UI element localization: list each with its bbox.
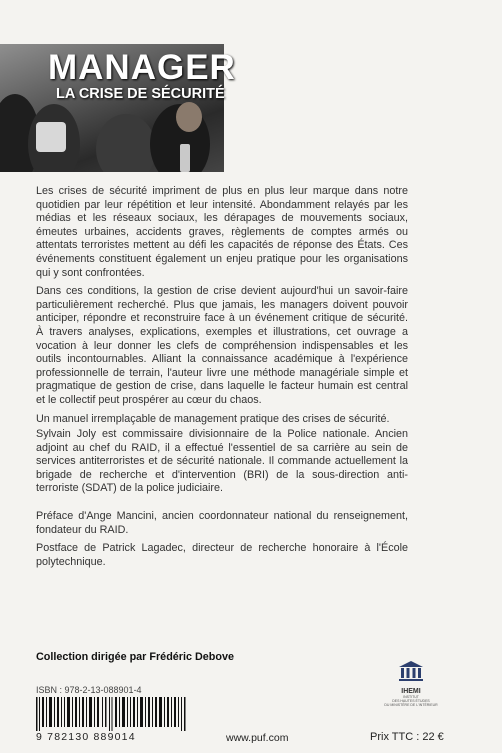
publisher-website: www.puf.com — [226, 732, 289, 744]
price: Prix TTC : 22 € — [370, 731, 444, 743]
institute-building-icon — [398, 660, 424, 682]
blurb — [36, 185, 408, 574]
barcode — [36, 697, 186, 731]
barcode-digits: 9 782130 889014 — [36, 731, 136, 743]
logo-line: INSTITUT — [403, 695, 419, 699]
paragraph-author-bio: Sylvain Joly est commissaire divisionnaire de la Police nationale. Ancien adjoint au chef du RAID, il a effectué l'essentiel de sa carrière au sein de services antiterroristes et de sécurité nationale. Il commande actuellement la brigade de recherche et d'intervention (BRI) de la sous-direction anti-terroriste (SDAT) de la police judiciaire. — [36, 428, 408, 495]
book-title: MANAGER — [48, 48, 236, 87]
paragraph-tagline: Un manuel irremplaçable de management pratique des crises de sécurité. — [36, 412, 390, 425]
logo-line: DU MINISTÈRE DE L'INTÉRIEUR — [384, 703, 438, 707]
logo-name: IHEMI — [401, 688, 421, 695]
isbn: ISBN : 978-2-13-088901-4 — [36, 685, 142, 695]
book-subtitle: LA CRISE DE SÉCURITÉ — [56, 86, 225, 102]
photo-figure — [96, 114, 156, 172]
collection-director: Collection dirigée par Frédéric Debove — [36, 651, 234, 663]
paragraph-postface: Postface de Patrick Lagadec, directeur de recherche honoraire à l'École polytechnique. — [36, 542, 408, 568]
paragraph-preface: Préface d'Ange Mancini, ancien coordonnateur national du renseignement, fondateur du RAID. — [36, 510, 408, 536]
photo-figure — [176, 102, 202, 132]
ihemi-logo — [366, 660, 456, 707]
logo-line: DES HAUTES ÉTUDES — [392, 699, 430, 703]
paragraph-intro: Les crises de sécurité impriment de plus en plus leur marque dans notre quotidien par leur répétition et leur intensité. Abondamment relayés par les médias et les réseaux sociaux, les dérapages de mouvements sociaux, émeutes urbaines, accidents graves, règlements de comptes armés ou attentats terroristes mettent au défi les capacités de réponse des États. Ces événements constituent également un enjeu pratique pour les organisations qui y sont confrontées. — [36, 185, 408, 279]
photo-figure — [180, 144, 190, 172]
paragraph-context: Dans ces conditions, la gestion de crise devient aujourd'hui un savoir-faire particulièrement recherché. Plus que jamais, les managers doivent pouvoir anticiper, répondre et reconstruire face à un événement critique de sécurité. À travers analyses, explications, exemples et illustrations, cet ouvrage a vocation à leur donner les clefs de compréhension indispensables et les outils incontournables. Alliant la connaissance académique à l'expérience professionnelle de terrain, l'auteur livre une méthode managériale simple et pragmatique de gestion de crise, dans laquelle le facteur humain est central et le collectif peut prospérer au cœur du chaos. — [36, 285, 408, 406]
photo-figure — [36, 122, 66, 152]
